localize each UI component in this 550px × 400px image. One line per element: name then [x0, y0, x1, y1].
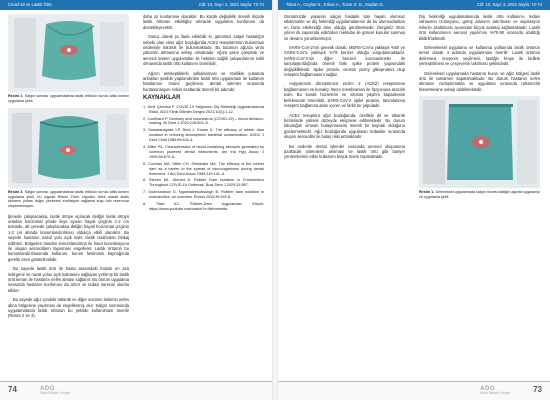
figure-1-caption-text: Geleneksel uygulamada salgın öncesi lastiğin ağızda uygulanışı ve uygulama şekli.	[419, 190, 540, 199]
figure-2-photo	[8, 14, 129, 92]
figure-1-caption	[419, 190, 540, 199]
figure-3-photo	[8, 108, 129, 188]
figure-1-photo	[419, 96, 540, 188]
right-col1-paragraph: Anjiyotensin dönüştürücü enzim 2 (ACE2) reseptörüne bağlanmasını ve konakçı hücre membranları ile füzyonuna aracılık eder. Bu konak hücrelerin ve virüsün yayılım kapasitesini belirlemede önemlidir. SARS-CoV-2 spike proteini, tanımlanmış reseptör bağlanma alanı içeren ve farklı bir yapıdadır.	[284, 81, 405, 109]
figure-2-caption-text: Salgın sonrası uygulamalarda lastik örtünün kurulu altta korken uygulama şekli.	[8, 94, 130, 103]
right-col1-paragraph: Günümüzde yaşanan salgın hastalık tüm hayatı olumsuz etkilemekte ve diş hekimliği uygulamalarının da bu olumsuzluktan en fazla etkilendiği alan olduğu görülmektedir. Dergimiz 2021 yılının ilk sayısında editörden mektubu ile güncel konular sunmuş ve devamı yorumlanmıştır.	[284, 14, 405, 41]
right-column-1	[284, 14, 405, 164]
rubber-dam-photo-2	[8, 14, 129, 92]
right-col2-paragraph: Gelenekesel uygulama ve kullanma yollarında lastik örtünün temel olarak 4 adımda uygulanması önerilir: Lastik örtünün delinmesi, kroşenin seçilmesi, lastiğin kroşe ile birlikte yerleştirilmesi ve çerçevenin takılması şeklindedir.	[419, 45, 540, 67]
left-col2-paragraph: Sonuç olarak şu ifade edilebilir ki, günümüz salgın hastalığın sebebi olan virüs ağız boşluğunda ACE2 reseptörünün bulunması nedeniyle tükürük ile bulunmaktadır. Bu tutumun ağızda virüs yükünün artmasına sebep olmaktadır. Ağıza yakın çalışmak ve aerosol üreten uygulamalar ile hekimin sağlık çalışanlarının riskli olmasında lastik örtü kullanımı önemlidir.	[143, 34, 264, 67]
right-col1-paragraph: SARS-CoV-2'nin genetik olarak, MERS-CoV'a yaklaşık %50 ve SARS-CoV'a yaklaşık %79 benzer olduğu vurgulanmaktadır. SARS-CoV-2'nin diğer benzeri koronavirüsler ile karşılaştırıldığında önemli farkı spike protein yapısındaki değişikliklerdir. Spike protein, virüsün yüzey glikoproteini olup reseptör bağlanmasını sağlar.	[284, 45, 405, 78]
right-col2-paragraph: Geleneksel uygulamada hastanın burun ve ağız bölgesi lastik örtü ile tamamen kapatılmaktadır. Bu durum hastanın nefes almasını zorlaştırmakta ve uygulama sırasında rahatsızlık hissetmesine sebep olabilmektedir.	[419, 70, 540, 92]
references-heading: KAYNAKLAR	[143, 95, 181, 102]
figure-3-caption	[8, 190, 129, 208]
reference-item: 1. Ümit Çamlıca F. COVID-19 Salgınının Diş Hekimliği Uygulamalarına Etkisi. ADO Klinik Bilimler Dergisi 2021;10(1):1-12.	[143, 104, 264, 114]
right-page-footer	[278, 381, 550, 400]
figure-2-caption-label: Resim 2.	[8, 94, 24, 98]
right-page	[278, 0, 550, 400]
left-header-issue: Cilt: 10, Sayı: 2, 2021 Sayfa: 72-74	[199, 2, 264, 7]
left-column-2	[143, 14, 264, 214]
right-page-header	[278, 0, 550, 10]
left-page-number: 74	[8, 385, 17, 394]
figure-3-caption-label: Resim 3.	[8, 190, 24, 195]
right-header-issue: Cilt: 10, Sayı: 2, 2021 Sayfa: 72-74	[477, 2, 542, 7]
left-column-1	[8, 14, 129, 323]
left-col2-paragraph: Ağızın antiseptiklerle çalkalanması ve özellikle yukarıda anlatılan şekilde yapılandırılan lastik örtü uygulaması ile kullanım hatalarının önüne geçilmesi, dental işlemler sırasında kontaminasyon riskini azaltacak önemli bir adımdır.	[143, 70, 264, 92]
right-col1-paragraph: ACE2 reseptörü ağız boşluğunda, özellikle dil ve tükürük bezlerinde yüksek düzeyde eksprese edilmektedir. Bu durum tükürüğün virüsün bulaşmasında önemli bir kaynak olduğunu göstermektedir. Ağız boşluğunda uygulanan tedaviler sırasında oluşan aerosollar ile bulaş riski artmaktadır.	[284, 112, 405, 140]
right-col1-paragraph: Bu nedenle dental işlemler sırasında aerosol oluşumunu azaltacak önlemlerin alınması ve lastik örtü gibi bariyer yöntemlerinin etkin kullanımı büyük önem taşımaktadır.	[284, 143, 405, 160]
left-col1-paragraph: Bu sayede lastik örtü ile hasta arasındaki boşluk en aza indirgenir ve nazal yolun açık kalmasını sağlayan yırtılmış bir lastik örtü kenarı ile hastanın nefes alması sağlanır. Bu durum uygulama sırasında hastanın konforunu da artırır ve tedavi sürecini olumlu etkiler.	[8, 266, 129, 293]
reference-item: 6. Steven ML, Ahmed A. Rubber Dam Isolation in Endodontics Throughout COVID-19 Outbreak. Braz Dent J 2020;31:587.	[143, 178, 264, 188]
journal-logo-sub: Klinik Bilimler Dergisi	[40, 391, 70, 395]
left-page-footer	[0, 381, 272, 400]
rubber-dam-photo-1	[419, 96, 540, 188]
journal-logo-text: ADO	[40, 386, 55, 392]
left-page	[0, 0, 272, 400]
journal-logo-text: ADO	[480, 386, 496, 392]
right-header-authors: Tokat A., Ceylan N., Erkan A., Tuzer Z. G., Kaplan G.	[286, 2, 384, 7]
right-column-2	[419, 14, 540, 204]
left-col1-paragraph: Bu sayede ağız içindeki tükürük ve diğer sıvıların hekimin nefes alma bölgesine yayılması da engellenmiş olur. Salgın sonrasında uygulamalarda lastik örtünün bu şekilde kullanılması önerilir (Resim 2 ve 3).	[8, 297, 129, 319]
journal-logo-sub: Klinik Bilimler Dergisi	[480, 391, 510, 395]
right-col2-paragraph: Diş hekimliği uygulamalarında lastik örtü kullanımı, tedavi sahasının izolasyonu, görüş alanının artırılması ve aspirasyon riskinin azaltılması açısından birçok avantaj sağlamaktadır. Lastik örtü kullanımının aerosol yayılımını %70-90 oranında azalttığı bildirilmektedir.	[419, 14, 540, 41]
reference-item: 8. Triad AC. Rübber-Dam Uygulaması. Erişim: https://www.youtube.com/watch?v=8ifmrekwks	[143, 202, 264, 211]
reference-item: 7. Gudmundson D, Ngamlaleesubsungh B. Rubber dam isolation in endodontics: an overview. Endod 2010;36:922-8.	[143, 190, 264, 200]
rubber-dam-photo-3	[8, 108, 129, 188]
reference-item: 3. Samaranayake LP, Reid J, Evans D. The efficacy of rubber dam isolation in reducing atmospheric bacterial contamination. ASDC J Dent Child 1989;56:442-4.	[143, 128, 264, 143]
reference-item: 5. Cochran MA, Miller CH, Sheldrake MA. The efficacy of the rubber dam as a barrier to the spread of microorganisms during dental treatment. J Am Dent Assoc 1989;119:141–4.	[143, 161, 264, 176]
left-col1-paragraph: ğenede çalışılacaksa, lastik örtüye açılacak deliğin lastik örtüyü ortadan horizontal yönde ikiye ayıran hayali çizginin 1-2 cm üstünde, alt çenede çalışılacaksa deliğin hayali horizontal çizginin 1-2 cm altında konumlandırılması oldukça etkili olacaktır. Bu sayede hastanın nazal yolu açık kalır, lastik tarafından blokaj edilmez. Bölgeden tümden konumlandırma ile hava konvoksiyonu ile oluşan aerosolların taşınması engellenir. Lastik örtünün bu konumlandırılmasında kullanım, kurum hekiminin kaynağında gerekli özen gösterilmelidir.	[8, 213, 129, 262]
figure-2-caption	[8, 94, 129, 103]
reference-item: 2. Coulthard P. Dentistry and coronavirus (COVID-19) – moral decision-making. Br Dent J 2020;228:503–5.	[143, 116, 264, 126]
left-col2-intro: daha az kontamine olacaktır. Bu küçük değişiklik önemli ölçüde lastik örtünün etkinliğini artırarak uygulama konforunu da destekleyecektir.	[143, 14, 264, 30]
right-page-number: 73	[533, 385, 542, 394]
figure-1-caption-label: Resim 1.	[419, 190, 435, 195]
figure-3-caption-text: Salgın sonrası uygulamalarda lastik örtünün kurulu altta korken uygulama şekli, bu olguda Resim 2'den olguden farklı olarak lastik kenarını yukarı doğru çevirerek emülsiyon sağlama suyu için rezervuar oluşturulmuştur.	[8, 190, 130, 208]
left-page-header	[0, 0, 272, 10]
right-journal-logo	[480, 386, 510, 396]
left-journal-logo	[40, 386, 70, 396]
left-header-title: Covid-19 ve Lastik Örtü	[8, 2, 52, 7]
reference-item: 4. Miller RL. Characteristics of blood-containing aerosols generated by common powered dental instruments. Am Ind Hyg Assoc J 1995;56:670–6.	[143, 145, 264, 159]
